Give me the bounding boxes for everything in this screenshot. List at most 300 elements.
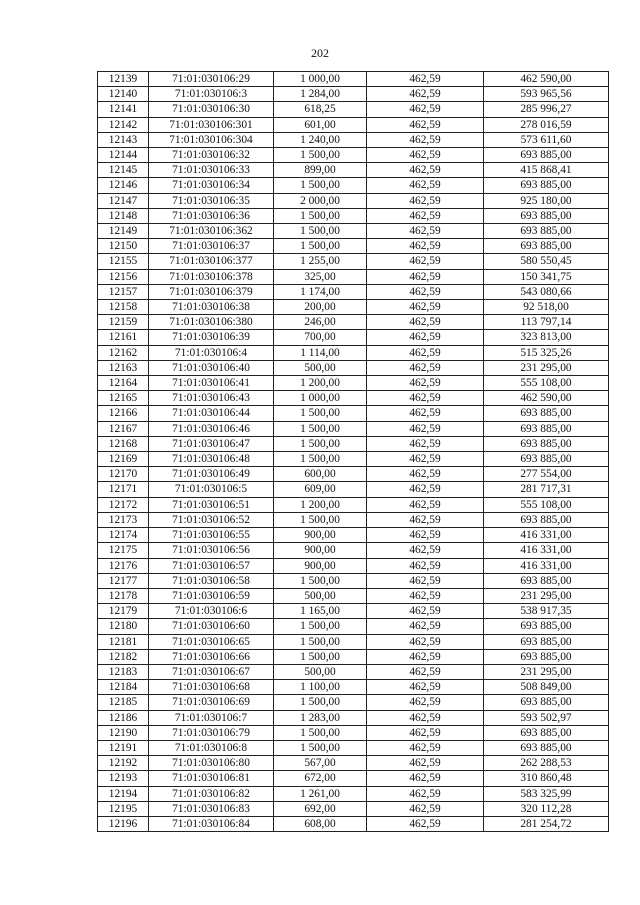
cadastral-value-cell: 555 108,00	[484, 497, 609, 512]
area-cell: 609,00	[274, 482, 367, 497]
rate-cell: 462,59	[367, 87, 484, 102]
rate-cell: 462,59	[367, 558, 484, 573]
rate-cell: 462,59	[367, 148, 484, 163]
cadastral-value-cell: 693 885,00	[484, 512, 609, 527]
rate-cell: 462,59	[367, 315, 484, 330]
cadastral-value-cell: 693 885,00	[484, 740, 609, 755]
rate-cell: 462,59	[367, 664, 484, 679]
area-cell: 900,00	[274, 543, 367, 558]
cadastral-value-cell: 583 325,99	[484, 786, 609, 801]
table-row	[98, 786, 609, 801]
cadastral-number-cell: 71:01:030106:60	[149, 619, 274, 634]
area-cell: 1 500,00	[274, 695, 367, 710]
area-cell: 1 284,00	[274, 87, 367, 102]
cadastral-value-cell: 508 849,00	[484, 680, 609, 695]
row-number-cell: 12191	[98, 740, 149, 755]
cadastral-value-cell: 555 108,00	[484, 376, 609, 391]
area-cell: 1 500,00	[274, 178, 367, 193]
row-number-cell: 12171	[98, 482, 149, 497]
table-row	[98, 756, 609, 771]
cadastral-number-cell: 71:01:030106:5	[149, 482, 274, 497]
table-row	[98, 117, 609, 132]
rate-cell: 462,59	[367, 345, 484, 360]
table-row	[98, 497, 609, 512]
cadastral-number-cell: 71:01:030106:44	[149, 406, 274, 421]
table-row	[98, 148, 609, 163]
rate-cell: 462,59	[367, 528, 484, 543]
cadastral-value-cell: 281 717,31	[484, 482, 609, 497]
cadastral-value-cell: 543 080,66	[484, 284, 609, 299]
area-cell: 500,00	[274, 588, 367, 603]
rate-cell: 462,59	[367, 391, 484, 406]
rate-cell: 462,59	[367, 193, 484, 208]
area-cell: 246,00	[274, 315, 367, 330]
cadastral-number-cell: 71:01:030106:29	[149, 72, 274, 87]
cadastral-number-cell: 71:01:030106:69	[149, 695, 274, 710]
cadastral-value-cell: 573 611,60	[484, 132, 609, 147]
rate-cell: 462,59	[367, 482, 484, 497]
row-number-cell: 12174	[98, 528, 149, 543]
row-number-cell: 12144	[98, 148, 149, 163]
area-cell: 1 500,00	[274, 452, 367, 467]
row-number-cell: 12172	[98, 497, 149, 512]
cadastral-number-cell: 71:01:030106:49	[149, 467, 274, 482]
cadastral-value-cell: 310 860,48	[484, 771, 609, 786]
rate-cell: 462,59	[367, 771, 484, 786]
cadastral-value-cell: 416 331,00	[484, 528, 609, 543]
row-number-cell: 12179	[98, 604, 149, 619]
row-number-cell: 12159	[98, 315, 149, 330]
cadastral-number-cell: 71:01:030106:6	[149, 604, 274, 619]
area-cell: 1 500,00	[274, 148, 367, 163]
area-cell: 1 255,00	[274, 254, 367, 269]
cadastral-number-cell: 71:01:030106:30	[149, 102, 274, 117]
area-cell: 608,00	[274, 816, 367, 831]
rate-cell: 462,59	[367, 467, 484, 482]
rate-cell: 462,59	[367, 208, 484, 223]
table-row	[98, 421, 609, 436]
rate-cell: 462,59	[367, 740, 484, 755]
cadastral-number-cell: 71:01:030106:51	[149, 497, 274, 512]
cadastral-value-cell: 693 885,00	[484, 634, 609, 649]
area-cell: 1 000,00	[274, 391, 367, 406]
area-cell: 618,25	[274, 102, 367, 117]
area-cell: 700,00	[274, 330, 367, 345]
area-cell: 1 500,00	[274, 512, 367, 527]
cadastral-value-cell: 262 288,53	[484, 756, 609, 771]
row-number-cell: 12183	[98, 664, 149, 679]
cadastral-value-cell: 277 554,00	[484, 467, 609, 482]
area-cell: 1 114,00	[274, 345, 367, 360]
table-row	[98, 406, 609, 421]
table-row	[98, 208, 609, 223]
row-number-cell: 12196	[98, 816, 149, 831]
table-row	[98, 132, 609, 147]
row-number-cell: 12181	[98, 634, 149, 649]
row-number-cell: 12161	[98, 330, 149, 345]
rate-cell: 462,59	[367, 117, 484, 132]
row-number-cell: 12178	[98, 588, 149, 603]
row-number-cell: 12162	[98, 345, 149, 360]
row-number-cell: 12195	[98, 801, 149, 816]
rate-cell: 462,59	[367, 543, 484, 558]
cadastral-value-cell: 462 590,00	[484, 72, 609, 87]
cadastral-value-cell: 92 518,00	[484, 300, 609, 315]
area-cell: 1 200,00	[274, 497, 367, 512]
table-row	[98, 710, 609, 725]
area-cell: 1 500,00	[274, 634, 367, 649]
table-row	[98, 725, 609, 740]
row-number-cell: 12185	[98, 695, 149, 710]
rate-cell: 462,59	[367, 421, 484, 436]
table-row	[98, 512, 609, 527]
cadastral-number-cell: 71:01:030106:40	[149, 360, 274, 375]
cadastral-value-cell: 323 813,00	[484, 330, 609, 345]
rate-cell: 462,59	[367, 376, 484, 391]
area-cell: 1 500,00	[274, 208, 367, 223]
rate-cell: 462,59	[367, 634, 484, 649]
cadastral-value-cell: 593 965,56	[484, 87, 609, 102]
cadastral-number-cell: 71:01:030106:38	[149, 300, 274, 315]
cadastral-number-cell: 71:01:030106:55	[149, 528, 274, 543]
cadastral-value-cell: 693 885,00	[484, 421, 609, 436]
cadastral-value-cell: 693 885,00	[484, 725, 609, 740]
row-number-cell: 12148	[98, 208, 149, 223]
table-row	[98, 72, 609, 87]
area-cell: 1 165,00	[274, 604, 367, 619]
table-row	[98, 695, 609, 710]
cadastral-number-cell: 71:01:030106:4	[149, 345, 274, 360]
row-number-cell: 12182	[98, 649, 149, 664]
table-row	[98, 178, 609, 193]
cadastral-number-cell: 71:01:030106:82	[149, 786, 274, 801]
cadastral-number-cell: 71:01:030106:37	[149, 239, 274, 254]
rate-cell: 462,59	[367, 102, 484, 117]
cadastral-number-cell: 71:01:030106:59	[149, 588, 274, 603]
cadastral-value-cell: 416 331,00	[484, 543, 609, 558]
rate-cell: 462,59	[367, 436, 484, 451]
area-cell: 601,00	[274, 117, 367, 132]
row-number-cell: 12139	[98, 72, 149, 87]
table-row	[98, 680, 609, 695]
cadastral-value-cell: 231 295,00	[484, 664, 609, 679]
rate-cell: 462,59	[367, 284, 484, 299]
rate-cell: 462,59	[367, 573, 484, 588]
cadastral-number-cell: 71:01:030106:68	[149, 680, 274, 695]
area-cell: 1 500,00	[274, 619, 367, 634]
rate-cell: 462,59	[367, 710, 484, 725]
row-number-cell: 12165	[98, 391, 149, 406]
cadastral-number-cell: 71:01:030106:3	[149, 87, 274, 102]
cadastral-number-cell: 71:01:030106:58	[149, 573, 274, 588]
row-number-cell: 12143	[98, 132, 149, 147]
table-row	[98, 634, 609, 649]
rate-cell: 462,59	[367, 163, 484, 178]
table-row	[98, 604, 609, 619]
table-row	[98, 360, 609, 375]
table-row	[98, 816, 609, 831]
table-row	[98, 619, 609, 634]
area-cell: 600,00	[274, 467, 367, 482]
area-cell: 500,00	[274, 360, 367, 375]
cadastral-value-cell: 693 885,00	[484, 239, 609, 254]
cadastral-number-cell: 71:01:030106:84	[149, 816, 274, 831]
row-number-cell: 12164	[98, 376, 149, 391]
row-number-cell: 12147	[98, 193, 149, 208]
rate-cell: 462,59	[367, 330, 484, 345]
area-cell: 1 174,00	[274, 284, 367, 299]
cadastral-number-cell: 71:01:030106:362	[149, 224, 274, 239]
row-number-cell: 12176	[98, 558, 149, 573]
table-body	[98, 72, 609, 832]
row-number-cell: 12163	[98, 360, 149, 375]
row-number-cell: 12166	[98, 406, 149, 421]
rate-cell: 462,59	[367, 269, 484, 284]
area-cell: 1 500,00	[274, 421, 367, 436]
cadastral-value-cell: 113 797,14	[484, 315, 609, 330]
area-cell: 1 100,00	[274, 680, 367, 695]
rate-cell: 462,59	[367, 801, 484, 816]
rate-cell: 462,59	[367, 649, 484, 664]
area-cell: 1 500,00	[274, 436, 367, 451]
table-row	[98, 193, 609, 208]
table-row	[98, 482, 609, 497]
cadastral-value-cell: 593 502,97	[484, 710, 609, 725]
area-cell: 1 500,00	[274, 740, 367, 755]
cadastral-value-cell: 693 885,00	[484, 148, 609, 163]
cadastral-number-cell: 71:01:030106:83	[149, 801, 274, 816]
table-row	[98, 224, 609, 239]
cadastral-number-cell: 71:01:030106:377	[149, 254, 274, 269]
row-number-cell: 12141	[98, 102, 149, 117]
row-number-cell: 12173	[98, 512, 149, 527]
table-row	[98, 345, 609, 360]
row-number-cell: 12169	[98, 452, 149, 467]
page-number: 202	[311, 46, 329, 60]
area-cell: 1 500,00	[274, 406, 367, 421]
cadastral-value-cell: 538 917,35	[484, 604, 609, 619]
table-row	[98, 664, 609, 679]
area-cell: 1 283,00	[274, 710, 367, 725]
row-number-cell: 12170	[98, 467, 149, 482]
table-row	[98, 391, 609, 406]
table-row	[98, 543, 609, 558]
rate-cell: 462,59	[367, 72, 484, 87]
row-number-cell: 12157	[98, 284, 149, 299]
cadastral-value-cell: 693 885,00	[484, 573, 609, 588]
cadastral-number-cell: 71:01:030106:46	[149, 421, 274, 436]
area-cell: 2 000,00	[274, 193, 367, 208]
cadastral-number-cell: 71:01:030106:41	[149, 376, 274, 391]
cadastral-number-cell: 71:01:030106:8	[149, 740, 274, 755]
rate-cell: 462,59	[367, 360, 484, 375]
table-row	[98, 467, 609, 482]
table-row	[98, 269, 609, 284]
table-row	[98, 330, 609, 345]
cadastral-number-cell: 71:01:030106:379	[149, 284, 274, 299]
cadastral-value-cell: 415 868,41	[484, 163, 609, 178]
area-cell: 1 200,00	[274, 376, 367, 391]
cadastral-number-cell: 71:01:030106:43	[149, 391, 274, 406]
area-cell: 567,00	[274, 756, 367, 771]
table-row	[98, 573, 609, 588]
cadastral-value-cell: 693 885,00	[484, 208, 609, 223]
cadastral-number-cell: 71:01:030106:380	[149, 315, 274, 330]
rate-cell: 462,59	[367, 239, 484, 254]
cadastral-value-cell: 320 112,28	[484, 801, 609, 816]
area-cell: 1 500,00	[274, 725, 367, 740]
cadastral-number-cell: 71:01:030106:35	[149, 193, 274, 208]
cadastral-number-cell: 71:01:030106:304	[149, 132, 274, 147]
row-number-cell: 12175	[98, 543, 149, 558]
cadastral-value-cell: 925 180,00	[484, 193, 609, 208]
cadastral-value-cell: 693 885,00	[484, 649, 609, 664]
area-cell: 1 261,00	[274, 786, 367, 801]
row-number-cell: 12156	[98, 269, 149, 284]
row-number-cell: 12190	[98, 725, 149, 740]
table-row	[98, 801, 609, 816]
row-number-cell: 12158	[98, 300, 149, 315]
table-row	[98, 163, 609, 178]
table-row	[98, 771, 609, 786]
table-row	[98, 452, 609, 467]
row-number-cell: 12177	[98, 573, 149, 588]
cadastral-number-cell: 71:01:030106:66	[149, 649, 274, 664]
rate-cell: 462,59	[367, 132, 484, 147]
row-number-cell: 12149	[98, 224, 149, 239]
rate-cell: 462,59	[367, 224, 484, 239]
cadastral-number-cell: 71:01:030106:65	[149, 634, 274, 649]
cadastral-value-cell: 281 254,72	[484, 816, 609, 831]
rate-cell: 462,59	[367, 406, 484, 421]
cadastral-value-cell: 416 331,00	[484, 558, 609, 573]
cadastral-number-cell: 71:01:030106:80	[149, 756, 274, 771]
rate-cell: 462,59	[367, 178, 484, 193]
row-number-cell: 12167	[98, 421, 149, 436]
table-row	[98, 254, 609, 269]
area-cell: 1 500,00	[274, 649, 367, 664]
cadastral-number-cell: 71:01:030106:378	[149, 269, 274, 284]
cadastral-value-cell: 693 885,00	[484, 406, 609, 421]
cadastral-value-cell: 693 885,00	[484, 436, 609, 451]
area-cell: 1 500,00	[274, 224, 367, 239]
area-cell: 900,00	[274, 558, 367, 573]
rate-cell: 462,59	[367, 619, 484, 634]
table-row	[98, 740, 609, 755]
table-row	[98, 239, 609, 254]
area-cell: 200,00	[274, 300, 367, 315]
cadastral-value-cell: 580 550,45	[484, 254, 609, 269]
rate-cell: 462,59	[367, 816, 484, 831]
row-number-cell: 12193	[98, 771, 149, 786]
row-number-cell: 12192	[98, 756, 149, 771]
row-number-cell: 12186	[98, 710, 149, 725]
table-row	[98, 588, 609, 603]
rate-cell: 462,59	[367, 756, 484, 771]
row-number-cell: 12145	[98, 163, 149, 178]
row-number-cell: 12194	[98, 786, 149, 801]
area-cell: 899,00	[274, 163, 367, 178]
row-number-cell: 12184	[98, 680, 149, 695]
row-number-cell: 12146	[98, 178, 149, 193]
rate-cell: 462,59	[367, 695, 484, 710]
area-cell: 500,00	[274, 664, 367, 679]
rate-cell: 462,59	[367, 604, 484, 619]
rate-cell: 462,59	[367, 254, 484, 269]
area-cell: 692,00	[274, 801, 367, 816]
row-number-cell: 12168	[98, 436, 149, 451]
cadastral-value-cell: 693 885,00	[484, 619, 609, 634]
rate-cell: 462,59	[367, 452, 484, 467]
cadastral-value-cell: 285 996,27	[484, 102, 609, 117]
land-valuation-table	[97, 71, 609, 832]
cadastral-value-cell: 231 295,00	[484, 588, 609, 603]
table-row	[98, 649, 609, 664]
area-cell: 325,00	[274, 269, 367, 284]
cadastral-number-cell: 71:01:030106:67	[149, 664, 274, 679]
cadastral-number-cell: 71:01:030106:7	[149, 710, 274, 725]
table-row	[98, 300, 609, 315]
cadastral-number-cell: 71:01:030106:33	[149, 163, 274, 178]
rate-cell: 462,59	[367, 512, 484, 527]
row-number-cell: 12180	[98, 619, 149, 634]
cadastral-value-cell: 462 590,00	[484, 391, 609, 406]
table-row	[98, 376, 609, 391]
cadastral-value-cell: 693 885,00	[484, 695, 609, 710]
row-number-cell: 12142	[98, 117, 149, 132]
cadastral-value-cell: 231 295,00	[484, 360, 609, 375]
cadastral-number-cell: 71:01:030106:47	[149, 436, 274, 451]
row-number-cell: 12150	[98, 239, 149, 254]
table-row	[98, 102, 609, 117]
cadastral-number-cell: 71:01:030106:48	[149, 452, 274, 467]
cadastral-number-cell: 71:01:030106:79	[149, 725, 274, 740]
table-row	[98, 284, 609, 299]
cadastral-number-cell: 71:01:030106:56	[149, 543, 274, 558]
rate-cell: 462,59	[367, 680, 484, 695]
rate-cell: 462,59	[367, 497, 484, 512]
rate-cell: 462,59	[367, 725, 484, 740]
row-number-cell: 12140	[98, 87, 149, 102]
rate-cell: 462,59	[367, 786, 484, 801]
cadastral-value-cell: 693 885,00	[484, 452, 609, 467]
cadastral-value-cell: 693 885,00	[484, 178, 609, 193]
cadastral-number-cell: 71:01:030106:52	[149, 512, 274, 527]
rate-cell: 462,59	[367, 300, 484, 315]
cadastral-number-cell: 71:01:030106:81	[149, 771, 274, 786]
cadastral-number-cell: 71:01:030106:301	[149, 117, 274, 132]
cadastral-number-cell: 71:01:030106:57	[149, 558, 274, 573]
cadastral-number-cell: 71:01:030106:36	[149, 208, 274, 223]
cadastral-value-cell: 693 885,00	[484, 224, 609, 239]
cadastral-value-cell: 278 016,59	[484, 117, 609, 132]
cadastral-value-cell: 515 325,26	[484, 345, 609, 360]
area-cell: 900,00	[274, 528, 367, 543]
rate-cell: 462,59	[367, 588, 484, 603]
area-cell: 672,00	[274, 771, 367, 786]
area-cell: 1 500,00	[274, 239, 367, 254]
table-row	[98, 87, 609, 102]
cadastral-number-cell: 71:01:030106:34	[149, 178, 274, 193]
cadastral-number-cell: 71:01:030106:39	[149, 330, 274, 345]
area-cell: 1 240,00	[274, 132, 367, 147]
row-number-cell: 12155	[98, 254, 149, 269]
cadastral-value-cell: 150 341,75	[484, 269, 609, 284]
table-row	[98, 436, 609, 451]
table-row	[98, 558, 609, 573]
area-cell: 1 500,00	[274, 573, 367, 588]
table-row	[98, 528, 609, 543]
